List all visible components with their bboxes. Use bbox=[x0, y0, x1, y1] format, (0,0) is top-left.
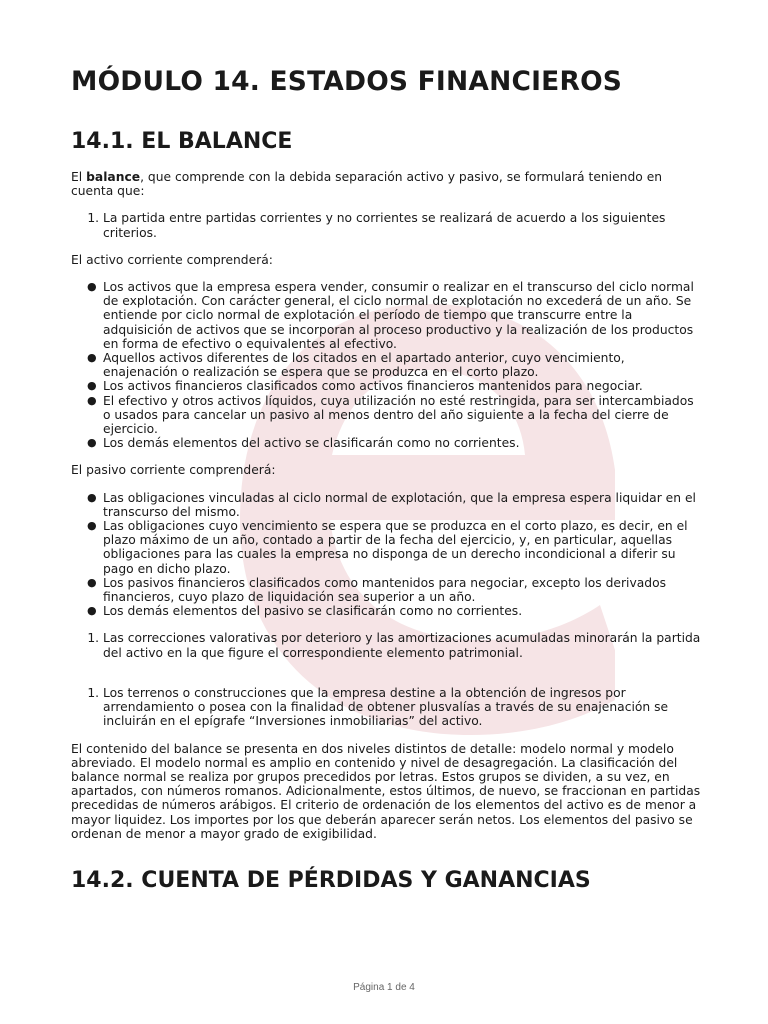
intro-rest: , que comprende con la debida separación activo y pasivo, se formulará teniendo en cuenta que: bbox=[71, 170, 663, 199]
list-item: ● Los demás elementos del pasivo se clasificarán como no corrientes. bbox=[103, 604, 701, 618]
intro-paragraph bbox=[71, 170, 701, 198]
list-item: ● Los activos que la empresa espera vender, consumir o realizar en el transcurso del ciclo normal de explotación. Con carácter general, el ciclo normal de explotación no excederá de un año. Se entiende por ciclo normal de explotación el período de tiempo que transcurre entre la adquisición de activos que se incorporan al proceso productivo y la realización de los productos en forma de efectivo o equivalentes al efectivo. bbox=[103, 280, 701, 351]
list-item: ● Aquellos activos diferentes de los citados en el apartado anterior, cuyo vencimiento, enajenación o realización se espera que se produzca en el corto plazo. bbox=[103, 351, 701, 379]
list-item: 1. La partida entre partidas corrientes y no corrientes se realizará de acuerdo a los siguientes criterios. bbox=[103, 211, 701, 239]
section-heading-perdidas-ganancias: 14.2. CUENTA DE PÉRDIDAS Y GANANCIAS bbox=[71, 868, 591, 893]
section-body-balance bbox=[71, 170, 701, 841]
activo-list bbox=[71, 280, 701, 450]
list-item: ● Los pasivos financieros clasificados como mantenidos para negociar, excepto los derivados financieros, cuyo plazo de liquidación sea superior a un año. bbox=[103, 576, 701, 604]
criteria-list-1 bbox=[71, 211, 701, 239]
criteria-list-3 bbox=[71, 686, 701, 729]
page-number-footer: Página 1 de 4 bbox=[353, 982, 415, 993]
list-item: 1. Las correcciones valorativas por deterioro y las amortizaciones acumuladas minorarán la partida del activo en la que figure el correspondiente elemento patrimonial. bbox=[103, 631, 701, 659]
pasivo-list bbox=[71, 491, 701, 619]
list-item: ● Las obligaciones cuyo vencimiento se espera que se produzca en el corto plazo, es decir, en el plazo máximo de un año, contado a partir de la fecha del ejercicio, y, en particular, aquellas obligaciones para las cuales la empresa no disponga de un derecho incondicional a diferir su pago en dicho plazo. bbox=[103, 519, 701, 576]
list-item: ● Las obligaciones vinculadas al ciclo normal de explotación, que la empresa espera liquidar en el transcurso del mismo. bbox=[103, 491, 701, 519]
closing-paragraph: El contenido del balance se presenta en dos niveles distintos de detalle: modelo normal y modelo abreviado. El modelo normal es amplio en contenido y nivel de desagregación. La clasificación del balance normal se realiza por grupos precedidos por letras. Estos grupos se dividen, a su vez, en apartados, con números romanos. Adicionalmente, estos últimos, de nuevo, se fraccionan en partidas precedidas de números arábigos. El criterio de ordenación de los elementos del activo es de menor a mayor liquidez. Los importes por los que deberán aparecer serán netos. Los elementos del pasivo se ordenan de menor a mayor grado de exigibilidad. bbox=[71, 741, 701, 841]
list-item: ● El efectivo y otros activos líquidos, cuya utilización no esté restringida, para ser intercambiados o usados para cancelar un pasivo al menos dentro del año siguiente a la fecha del cierre de ejercicio. bbox=[103, 394, 701, 437]
activo-label: El activo corriente comprenderá: bbox=[71, 252, 273, 267]
section-heading-balance: 14.1. EL BALANCE bbox=[71, 129, 293, 154]
criteria-list-2 bbox=[71, 631, 701, 659]
intro-prefix: El bbox=[71, 170, 87, 184]
list-item: ● Los demás elementos del activo se clasificarán como no corrientes. bbox=[103, 436, 701, 450]
list-item: ● Los activos financieros clasificados como activos financieros mantenidos para negociar. bbox=[103, 379, 701, 393]
page-title: MÓDULO 14. ESTADOS FINANCIEROS bbox=[71, 66, 623, 97]
intro-bold-term: balance bbox=[86, 170, 141, 184]
pasivo-label: El pasivo corriente comprenderá: bbox=[71, 463, 276, 478]
list-item: 1. Los terrenos o construcciones que la empresa destine a la obtención de ingresos por arrendamiento o posea con la finalidad de obtener plusvalías a través de su enajenación se incluirán en el epígrafe “Inversiones inmobiliarias” del activo. bbox=[103, 686, 701, 729]
